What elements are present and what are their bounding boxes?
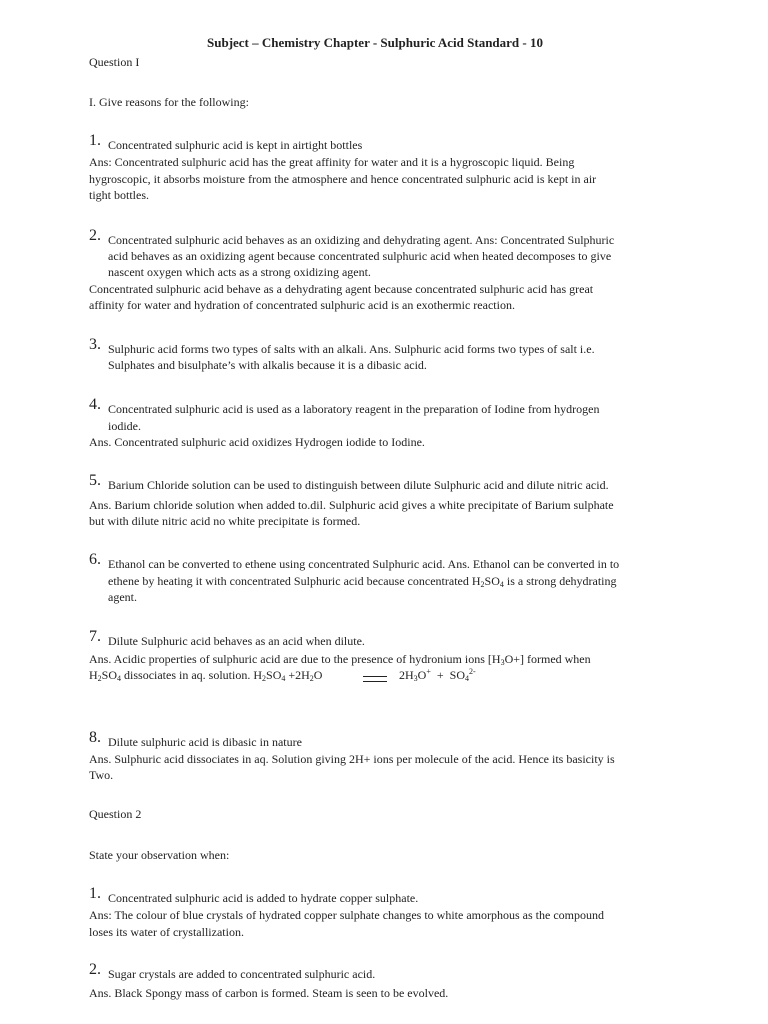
q1-item-5-answer-line: but with dilute nitric acid no white precipitate is formed.	[89, 514, 361, 528]
q1-item-2-question-line: Concentrated sulphuric acid behaves as an oxidizing and dehydrating agent. Ans: Concentrated Sulphuric	[108, 233, 615, 247]
q2-item-1-question: Concentrated sulphuric acid is added to hydrate copper sulphate.	[108, 891, 419, 905]
q1-item-7-answer-line: Ans. Acidic properties of sulphuric acid are due to the presence of hydronium ions $[H_3O+]$ formed when	[89, 652, 591, 667]
q2-item-1-number: 1.	[89, 885, 101, 902]
q1-item-4-number: 4.	[89, 396, 101, 413]
q1-item-1-number: 1.	[89, 132, 101, 149]
q1-item-2-number: 2.	[89, 227, 101, 244]
q1-item-1-answer-line: Ans: Concentrated sulphuric acid has the great affinity for water and it is a hygroscopic liquid. Being	[89, 155, 575, 169]
q1-item-3-question-line: Sulphuric acid forms two types of salts with an alkali. Ans. Sulphuric acid forms two types of salt i.e.	[108, 342, 595, 356]
question-1-instruction: I. Give reasons for the following:	[89, 95, 249, 109]
q1-item-4-answer: Ans. Concentrated sulphuric acid oxidizes Hydrogen iodide to Iodine.	[89, 435, 425, 449]
question-1-heading: Question I	[89, 55, 140, 69]
question-2-instruction: State your observation when:	[89, 848, 230, 862]
q1-item-8-answer-line: Ans. Sulphuric acid dissociates in aq. Solution giving 2H+ ions per molecule of the acid. Hence its basicity is	[89, 752, 615, 766]
q1-item-2-question-line: nascent oxygen which acts as a strong oxidizing agent.	[108, 265, 371, 279]
q1-item-4-question-line: Concentrated sulphuric acid is used as a laboratory reagent in the preparation of Iodine from hydrogen	[108, 402, 600, 416]
q2-item-2-number: 2.	[89, 961, 101, 978]
q1-item-8-answer-line: Two.	[89, 768, 114, 782]
q1-item-6-question-line: ethene by heating it with concentrated Sulphuric acid because concentrated $H_2SO_4$ is a strong dehydrating	[108, 574, 617, 589]
q1-item-6-question-line: Ethanol can be converted to ethene using concentrated Sulphuric acid. Ans. Ethanol can be converted in to	[108, 557, 620, 571]
page-title: Subject – Chemistry Chapter - Sulphuric Acid Standard - 10	[207, 35, 543, 50]
q1-item-6-number: 6.	[89, 551, 101, 568]
q1-item-7-equation-right: $2H_3O^+ + SO_4^{2-}$	[399, 667, 476, 683]
q2-item-1-answer-line: Ans: The colour of blue crystals of hydrated copper sulphate changes to white amorphous as the compound	[89, 908, 604, 922]
q2-item-2-answer: Ans. Black Spongy mass of carbon is formed. Steam is seen to be evolved.	[89, 986, 449, 1000]
q1-item-7-number: 7.	[89, 628, 101, 645]
q1-item-2-answer-line: Concentrated sulphuric acid behave as a dehydrating agent because concentrated sulphuric acid has great	[89, 282, 594, 296]
q1-item-3-question-line: Sulphates and bisulphate’s with alkalis because it is a dibasic acid.	[108, 358, 427, 372]
q1-item-2-answer-line: affinity for water and hydration of concentrated sulphuric acid is an exothermic reaction.	[89, 298, 515, 312]
equilibrium-arrow	[363, 676, 387, 682]
q1-item-7-equation-left: $H_2SO_4$ dissociates in aq. solution. $H_2SO_4 +2H_2O$	[89, 668, 323, 683]
q2-item-2-question: Sugar crystals are added to concentrated sulphuric acid.	[108, 967, 376, 981]
q1-item-7-question: Dilute Sulphuric acid behaves as an acid when dilute.	[108, 634, 365, 648]
q1-item-3-number: 3.	[89, 336, 101, 353]
q1-item-1-question: Concentrated sulphuric acid is kept in airtight bottles	[108, 138, 363, 152]
q1-item-4-question-line: iodide.	[108, 419, 141, 433]
q1-item-1-answer-line: tight bottles.	[89, 188, 149, 202]
question-2-heading: Question 2	[89, 807, 142, 821]
q1-item-1-answer-line: hygroscopic, it absorbs moisture from the atmosphere and hence concentrated sulphuric acid is kept in air	[89, 172, 597, 186]
q1-item-5-question: Barium Chloride solution can be used to distinguish between dilute Sulphuric acid and dilute nitric acid.	[108, 478, 609, 492]
q1-item-8-question: Dilute sulphuric acid is dibasic in nature	[108, 735, 302, 749]
q1-item-2-question-line: acid behaves as an oxidizing agent because concentrated sulphuric acid when heated decomposes to give	[108, 249, 612, 263]
q2-item-1-answer-line: loses its water of crystallization.	[89, 925, 244, 939]
q1-item-5-number: 5.	[89, 472, 101, 489]
q1-item-5-answer-line: Ans. Barium chloride solution when added to.dil. Sulphuric acid gives a white precipitate of Barium sulphate	[89, 498, 614, 512]
q1-item-6-question-line: agent.	[108, 590, 137, 604]
q1-item-8-number: 8.	[89, 729, 101, 746]
